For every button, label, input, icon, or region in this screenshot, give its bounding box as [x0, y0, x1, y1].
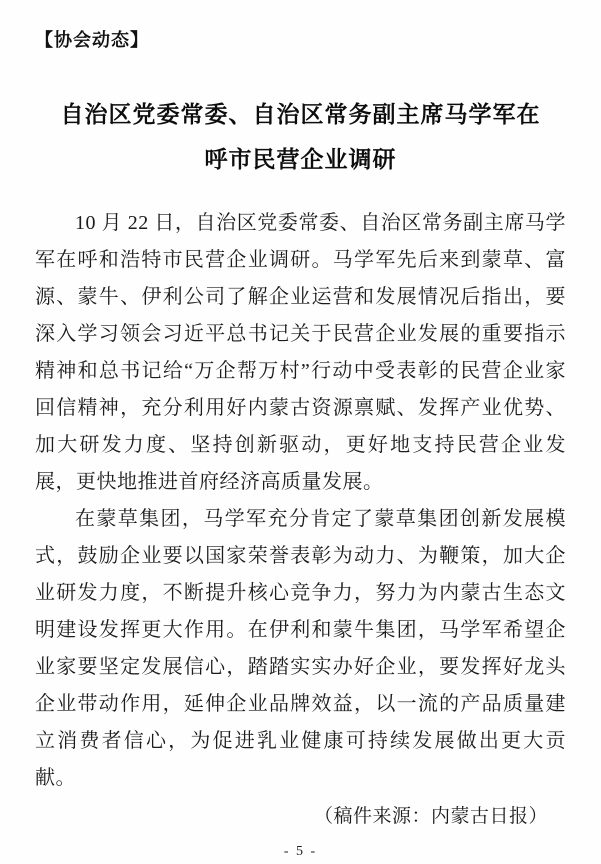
source-attribution: （稿件来源：内蒙古日报）: [313, 806, 548, 827]
article-paragraph-1: 10 月 22 日，自治区党委常委、自治区常务副主席马学军在呼和浩特市民营企业调研。马学军先后来到蒙草、富源、蒙牛、伊利公司了解企业运营和发展情况后指出，要深入学习领会习近平总书记关于民营企业发展的重要指示精神和总书记给“万企帮万村”行动中受表彰的民营企业家回信精神，充分利用好内蒙古资源禀赋、发挥产业优势、加大研发力度、坚持创新驱动，更好地支持民营企业发展，更快地推进首府经济高质量发展。: [35, 212, 566, 493]
article-body: [35, 205, 566, 835]
article-title: [30, 92, 571, 182]
section-header: 【协会动态】: [35, 30, 149, 50]
article-paragraph-2: 在蒙草集团，马学军充分肯定了蒙草集团创新发展模式，鼓励企业要以国家荣誉表彰为动力、为鞭策，加大企业研发力度，不断提升核心竞争力，努力为内蒙古生态文明建设发挥更大作用。在伊利和蒙牛集团，马学军希望企业家要坚定发展信心，踏踏实实办好企业，要发挥好龙头企业带动作用，延伸企业品牌效益，以一流的产品质量建立消费者信心，为促进乳业健康可持续发展做出更大贡献。: [35, 508, 566, 789]
article-title-line-2: 呼市民营企业调研: [204, 147, 397, 172]
page-number: - 5 -: [283, 844, 318, 859]
article-title-line-1: 自治区党委常委、自治区常务副主席马学军在: [60, 102, 541, 127]
